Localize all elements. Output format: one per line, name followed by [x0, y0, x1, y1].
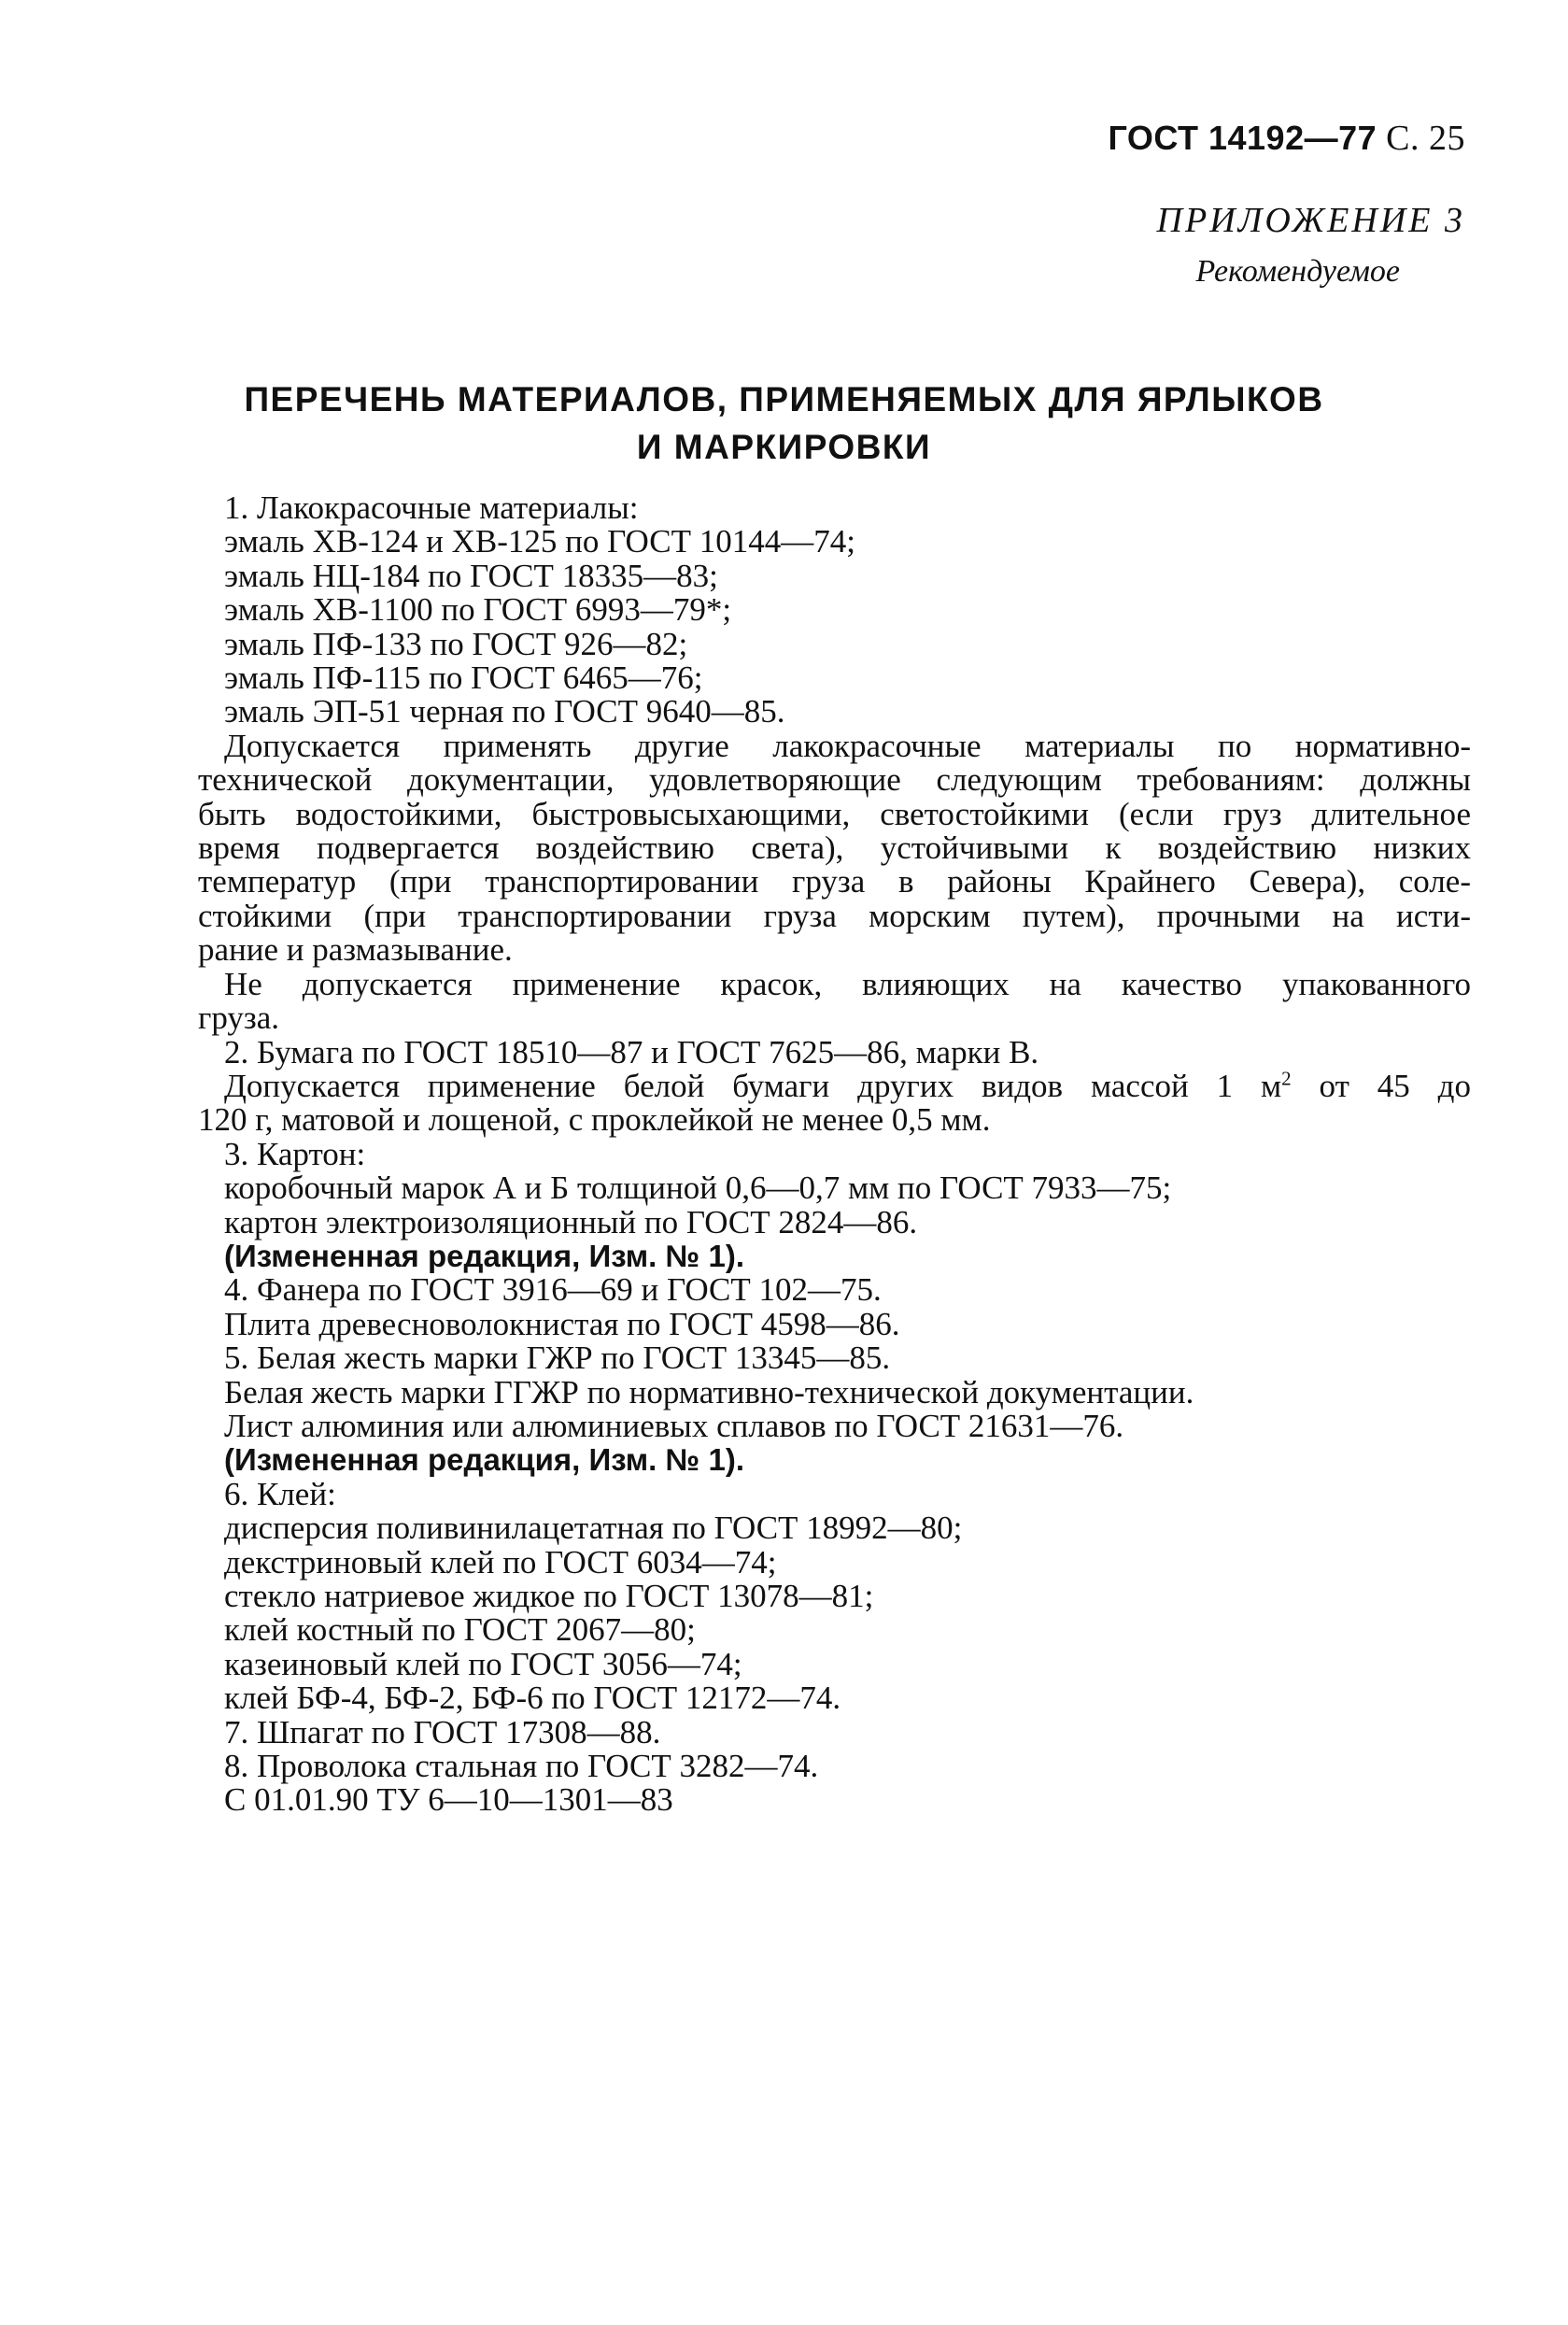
running-header [1108, 118, 1465, 159]
list-item: эмаль ХВ-124 и ХВ-125 по ГОСТ 10144—74; [224, 523, 855, 560]
list-item: эмаль ПФ-133 по ГОСТ 926—82; [224, 625, 688, 662]
list-item: Белая жесть марки ГГЖР по нормативно-технической документации. [224, 1373, 1194, 1411]
paragraph-line: 120 г, матовой и лощеной, с проклейкой не менее 0,5 мм. [198, 1101, 991, 1139]
appendix-status: Рекомендуемое [1195, 254, 1400, 289]
section-8: 8. Проволока стальная по ГОСТ 3282—74. [224, 1748, 819, 1785]
list-item: Лист алюминия или алюминиевых сплавов по ГОСТ 21631—76. [224, 1407, 1124, 1444]
list-item: 4. Фанера по ГОСТ 3916—69 и ГОСТ 102—75. [224, 1271, 882, 1309]
paragraph-line: технической документации, удовлетворяющие следующим требованиям: должны [198, 761, 1471, 799]
list-item: дисперсия поливинилацетатная по ГОСТ 18992—80; [224, 1510, 963, 1547]
section-1-heading: 1. Лакокрасочные материалы: [224, 489, 639, 526]
list-item: стекло натриевое жидкое по ГОСТ 13078—81; [224, 1578, 874, 1614]
section-7: 7. Шпагат по ГОСТ 17308—88. [224, 1713, 661, 1751]
paragraph-line: быть водостойкими, быстровысыхающими, светостойкими (если груз длительное [198, 795, 1471, 832]
paragraph-line: температур (при транспортировании груза в районы Крайнего Севера), соле- [198, 863, 1471, 900]
page-number: С. 25 [1386, 119, 1465, 158]
list-item: картон электроизоляционный по ГОСТ 2824—86. [224, 1203, 918, 1240]
list-item: коробочный марок А и Б толщиной 0,6—0,7 мм по ГОСТ 7933—75; [224, 1170, 1172, 1207]
list-item: казеиновый клей по ГОСТ 3056—74; [224, 1645, 742, 1682]
paragraph-text: от 45 до [1291, 1067, 1471, 1104]
page-title [0, 376, 1568, 471]
title-line-1: ПЕРЕЧЕНЬ МАТЕРИАЛОВ, ПРИМЕНЯЕМЫХ ДЛЯ ЯРЛЫКОВ [244, 380, 1324, 418]
paragraph-text: Допускается применение белой бумаги других видов массой 1 м [224, 1067, 1282, 1104]
paragraph-line: груза. [198, 999, 280, 1037]
standard-number: ГОСТ 14192—77 [1108, 119, 1377, 157]
list-item: эмаль НЦ-184 по ГОСТ 18335—83; [224, 557, 718, 594]
appendix-block [1157, 194, 1465, 297]
section-3-heading: 3. Картон: [224, 1135, 366, 1172]
list-item: эмаль ПФ-115 по ГОСТ 6465—76; [224, 659, 703, 697]
paragraph-line: время подвергается воздействию света), устойчивыми к воздействию низких [198, 829, 1471, 867]
list-item: клей БФ-4, БФ-2, БФ-6 по ГОСТ 12172—74. [224, 1680, 841, 1717]
amendment-note: (Измененная редакция, Изм. № 1). [224, 1442, 744, 1478]
appendix-label: ПРИЛОЖЕНИЕ 3 [1156, 201, 1465, 240]
title-line-2: И МАРКИРОВКИ [636, 428, 932, 466]
list-item: 5. Белая жесть марки ГЖР по ГОСТ 13345—85. [224, 1340, 891, 1377]
section-2-heading: 2. Бумага по ГОСТ 18510—87 и ГОСТ 7625—86, марки В. [224, 1033, 1039, 1070]
paragraph-line: Не допускается применение красок, влияющих на качество упакованного [224, 965, 1471, 1002]
list-item: эмаль ХВ-1100 по ГОСТ 6993—79*; [224, 591, 732, 629]
body-text [198, 489, 1471, 1819]
list-item: эмаль ЭП-51 черная по ГОСТ 9640—85. [224, 693, 785, 730]
section-6-heading: 6. Клей: [224, 1475, 336, 1512]
paragraph-line: Допускается применять другие лакокрасочные материалы по нормативно- [224, 727, 1471, 764]
footer-note: С 01.01.90 ТУ 6—10—1301—83 [224, 1781, 673, 1819]
superscript: 2 [1281, 1067, 1292, 1090]
list-item: декстриновый клей по ГОСТ 6034—74; [224, 1543, 777, 1581]
list-item: клей костный по ГОСТ 2067—80; [224, 1611, 696, 1649]
paragraph-line [224, 1067, 1471, 1104]
amendment-note: (Измененная редакция, Изм. № 1). [224, 1238, 744, 1273]
paragraph-line: рание и размазывание. [198, 931, 513, 969]
paragraph-line: стойкими (при транспортировании груза морским путем), прочными на исти- [198, 897, 1471, 934]
list-item: Плита древесноволокнистая по ГОСТ 4598—86. [224, 1305, 900, 1342]
